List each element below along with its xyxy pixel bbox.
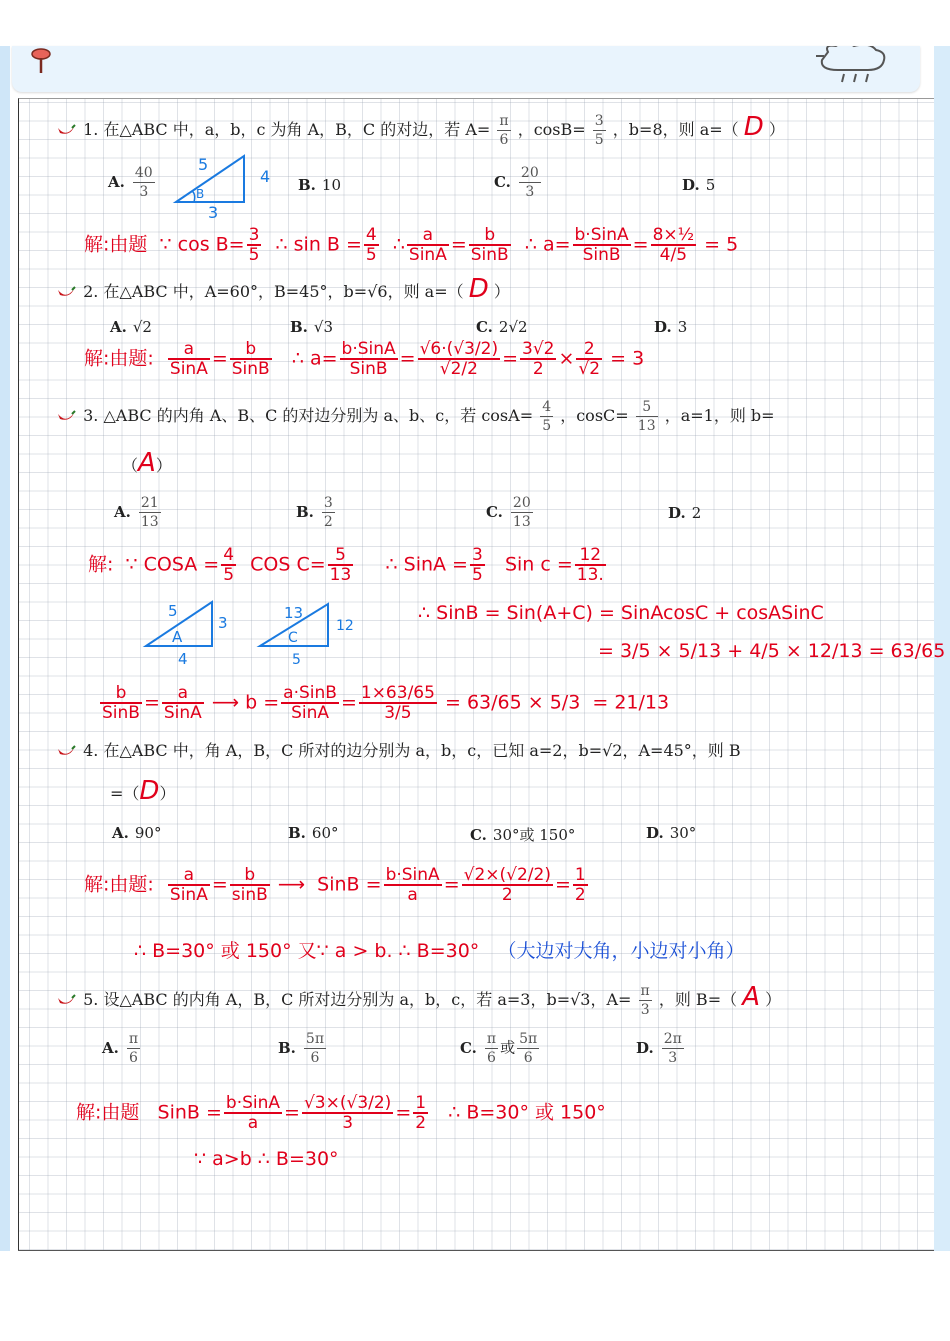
option-b[interactable]: B. $\frac{5\pi}{6}$ — [278, 1031, 325, 1066]
solution-2: 解:由题: $\frac{a}{\text{SinA}}$ = $\frac{b}{\text{SinB}}$ ∴ a= $\frac{\text{b·SinA}}{\text{SinB}}$ = $\frac{√6\cdot(√3/2)}{√2/2}$ = $\frac{3√2}{2}$ × $\frac{2}{√2}$ = 3 — [84, 339, 645, 379]
option-a[interactable]: A. $\frac{\pi}{6}$ — [102, 1031, 139, 1066]
left-edge — [0, 46, 10, 1251]
option-a[interactable]: A. $\frac{40}{3}$ — [108, 165, 153, 200]
question-number: 1. — [83, 120, 99, 139]
solution-3-line-3: = 3/5 × 5/13 + 4/5 × 12/13 = 63/65 — [598, 640, 946, 662]
option-b[interactable]: B. $\frac{3}{2}$ — [296, 495, 333, 530]
svg-text:5: 5 — [168, 602, 178, 620]
fraction: $\frac{3}{5}$ — [594, 113, 604, 148]
handwritten-answer: A — [742, 982, 760, 1012]
option-b[interactable]: B. √3 — [290, 318, 334, 336]
svg-text:4: 4 — [260, 167, 271, 186]
triangle-sketch-a — [138, 598, 248, 668]
weather-cloud-icon[interactable] — [814, 46, 894, 88]
handwritten-answer: D — [139, 776, 160, 806]
option-d[interactable]: D. $\frac{2\pi}{3}$ — [636, 1031, 682, 1066]
option-c[interactable]: C. 30°或 150° — [470, 826, 576, 844]
question-text: 在△ABC 中，a，b，c 为角 A，B，C 的对边，若 A= — [103, 120, 491, 139]
option-b[interactable]: B. 10 — [298, 176, 341, 194]
svg-text:3: 3 — [208, 203, 219, 222]
option-d[interactable]: D. 5 — [682, 176, 716, 194]
handwritten-answer: D — [468, 274, 489, 304]
chili-icon — [56, 994, 76, 1008]
svg-text:13: 13 — [284, 604, 304, 622]
svg-text:12: 12 — [336, 618, 354, 634]
question-text: ） — [768, 120, 785, 139]
question-text: 在△ABC 中，A=60°，B=45°，b=√6，则 a=（ — [103, 282, 464, 301]
solution-1-line-1: 解:由题 ∵ cos B= $\frac{3}{5}$ ∴ sin B = $\frac{4}{5}$ ∴ $\frac{a}{\text{SinA}}$ = $\frac{b}{\text{SinB}}$ ∴ a= $\frac{\text{b·SinA}}{\text{SinB}}$ = $\frac{\text{8×½}}{4/5}$ = 5 — [84, 225, 739, 265]
option-a[interactable]: A. $\frac{21}{13}$ — [114, 495, 159, 530]
top-toolbar — [12, 46, 920, 92]
svg-text:B: B — [196, 187, 205, 201]
question-5: 5. 设△ABC 的内角 A，B，C 所对边分别为 a，b，c，若 a=3，b=√3，A= $\frac{\pi}{3}$ ，则 B=（ A ） — [56, 982, 781, 1019]
svg-text:5: 5 — [198, 155, 209, 174]
triangle-sketch — [168, 152, 280, 222]
question-text: ，b=8，则 a=（ — [612, 120, 739, 139]
question-3: 3. △ABC 的内角 A、B、C 的对边分别为 a、b、c，若 cosA= $\frac{4}{5}$ ，cosC= $\frac{5}{13}$ ，a=1，则 b= — [56, 398, 775, 435]
option-c[interactable]: C. $\frac{\pi}{6}$ 或 $\frac{5\pi}{6}$ — [460, 1031, 538, 1066]
solution-5-line-2: ∵ a>b ∴ B=30° — [194, 1148, 339, 1170]
solution-4-line-2: ∴ B=30° 或 150° 又∵ a > b. ∴ B=30° （大边对大角，小边对小角） — [134, 940, 745, 962]
pin-icon[interactable] — [30, 46, 52, 74]
svg-text:3: 3 — [218, 614, 228, 632]
solution-3-line-1: 解: ∵ COSA = $\frac{4}{5}$ COS C= $\frac{5}{13}$ ∴ SinA = $\frac{3}{5}$ Sin c = $\frac{12}{13.}$ — [88, 545, 604, 585]
question-1 — [56, 112, 785, 149]
chili-icon — [56, 124, 76, 138]
handwritten-answer: A — [138, 448, 156, 478]
svg-text:5: 5 — [292, 652, 301, 668]
svg-text:A: A — [172, 628, 183, 646]
question-3-answer-line: （A） — [122, 448, 172, 478]
svg-text:4: 4 — [178, 650, 188, 668]
chili-icon — [56, 745, 76, 759]
question-2: 2. 在△ABC 中，A=60°，B=45°，b=√6，则 a=（ D ） — [56, 274, 510, 304]
option-c[interactable]: C. $\frac{20}{3}$ — [494, 165, 539, 200]
svg-text:C: C — [288, 630, 298, 646]
solution-4-line-1: 解:由题: $\frac{a}{\text{SinA}}$ = $\frac{b}{\sin B}$ ⟶ SinB = $\frac{\text{b·SinA}}{a}$ = $\frac{√2\times(√2/2)}{2}$ = $\frac{1}{2}$ — [84, 865, 586, 905]
solution-3-line-4: $\frac{b}{\text{SinB}}$ = $\frac{a}{\text{SinA}}$ ⟶ b = $\frac{\text{a·SinB}}{\text{SinA}}$ = $\frac{1\times 63/65}{3/5}$ = 63/65 × 5/3 = 21/13 — [102, 683, 670, 723]
grid-paper — [18, 98, 934, 1251]
option-c[interactable]: C. 2√2 — [476, 318, 528, 336]
question-4-answer-line: =（D） — [110, 776, 176, 806]
chili-icon — [56, 410, 76, 424]
handwritten-answer: D — [743, 112, 764, 142]
fraction: $\frac{\pi}{6}$ — [499, 113, 509, 148]
option-c[interactable]: C. $\frac{20}{13}$ — [486, 495, 531, 530]
solution-5-line-1: 解:由题 SinB = $\frac{\text{b·SinA}}{a}$ = $\frac{√3\times(√3/2)}{3}$ = $\frac{1}{2}$ ∴ B=30° 或 150° — [76, 1093, 606, 1133]
question-text: ，cosB= — [517, 120, 586, 139]
option-a[interactable]: A. √2 — [110, 318, 152, 336]
sheet-bottom-border — [18, 1250, 934, 1251]
option-d[interactable]: D. 2 — [668, 504, 702, 522]
option-b[interactable]: B. 60° — [288, 824, 339, 842]
option-a[interactable]: A. 90° — [112, 824, 162, 842]
option-d[interactable]: D. 30° — [646, 824, 697, 842]
chili-icon — [56, 286, 76, 300]
question-4: 4. 在△ABC 中，角 A，B，C 所对的边分别为 a，b，c，已知 a=2，b=√2，A=45°，则 B — [56, 738, 741, 761]
option-d[interactable]: D. 3 — [654, 318, 688, 336]
solution-3-line-2: ∴ SinB = Sin(A+C) = SinAcosC + cosASinC — [418, 602, 824, 624]
triangle-sketch-c — [254, 600, 364, 670]
